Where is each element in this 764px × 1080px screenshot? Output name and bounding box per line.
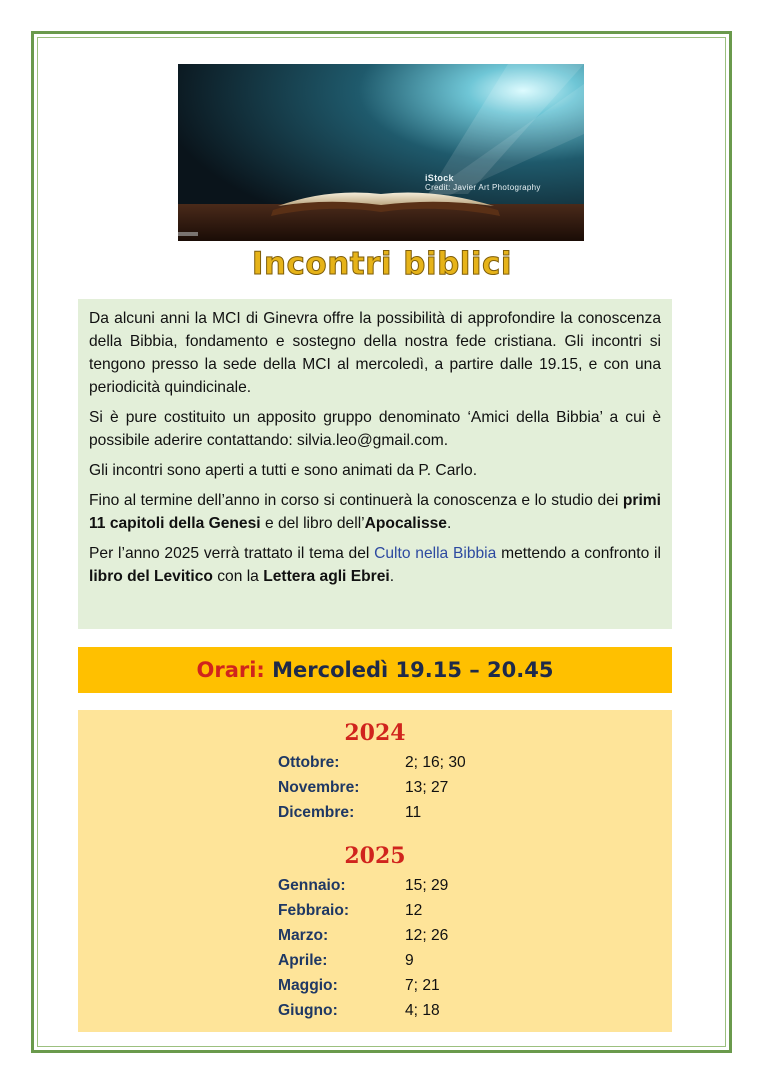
open-bible-photo (178, 64, 584, 241)
month-name: Febbraio: (278, 902, 350, 919)
photo-credit: Credit: Javier Art Photography (425, 183, 541, 192)
year-heading: 2024 (344, 720, 406, 746)
text-span: Per l’anno 2025 verrà trattato il tema del (89, 545, 375, 562)
text-span: . (389, 568, 395, 585)
open-bible-image (178, 64, 584, 241)
month-days: 11 (405, 804, 422, 821)
month-days: 12; 26 (405, 927, 449, 944)
month-name: Dicembre: (278, 804, 355, 821)
orari-banner (78, 647, 672, 693)
month-name: Maggio: (278, 977, 338, 994)
bold-ebrei: Lettera agli Ebrei (263, 568, 390, 585)
intro-paragraph-5 (89, 542, 661, 588)
intro-paragraph-2: Si è pure costituito un apposito gruppo denominato ‘Amici della Bibbia’ a cui è possibile aderire contattando: silvia.leo@gmail.com. (89, 409, 661, 449)
month-name: Giugno: (278, 1002, 338, 1019)
orari-label: Orari: (196, 658, 265, 682)
intro-paragraph-3: Gli incontri sono aperti a tutti e sono animati da P. Carlo. (89, 462, 478, 479)
month-name: Ottobre: (278, 754, 340, 771)
month-days: 12 (405, 902, 423, 919)
month-days: 4; 18 (405, 1002, 440, 1019)
bold-apocalisse: Apocalisse (364, 515, 447, 532)
text-span: mettendo a confronto il (496, 545, 661, 562)
page-title: Incontri biblici (251, 246, 513, 282)
highlight-culto: Culto nella Bibbia (374, 545, 497, 562)
intro-box (78, 299, 672, 629)
month-days: 9 (405, 952, 414, 969)
text-span: . (446, 515, 452, 532)
month-days: 2; 16; 30 (405, 754, 466, 771)
orari-value: Mercoledì 19.15 – 20.45 (272, 658, 554, 682)
text-span: Fino al termine dell’anno in corso si continuerà la conoscenza e lo studio dei (89, 492, 623, 509)
intro-paragraph-1: Da alcuni anni la MCI di Ginevra offre la possibilità di approfondire la conoscenza della Bibbia, fondamento e sostegno della nostra fede cristiana. Gli incontri si tengono presso la sede della MCI al mercoledì, a partire dalle 19.15, e con una periodicità quindicinale. (89, 310, 661, 396)
text-span: e del libro dell’ (260, 515, 365, 532)
month-name: Aprile: (278, 952, 328, 969)
year-heading: 2025 (344, 843, 406, 869)
month-name: Marzo: (278, 927, 329, 944)
month-days: 15; 29 (405, 877, 449, 894)
month-name: Gennaio: (278, 877, 346, 894)
month-days: 13; 27 (405, 779, 449, 796)
schedule-box (78, 710, 672, 1032)
intro-paragraph-4 (89, 489, 661, 535)
month-days: 7; 21 (405, 977, 440, 994)
photo-watermark (425, 174, 541, 192)
text-span: con la (212, 568, 264, 585)
month-name: Novembre: (278, 779, 360, 796)
istock-brand: iStock (425, 173, 454, 183)
bold-genesi: primi 11 capitoli della Genesi (89, 492, 661, 532)
bold-levitico: libro del Levitico (89, 568, 213, 585)
